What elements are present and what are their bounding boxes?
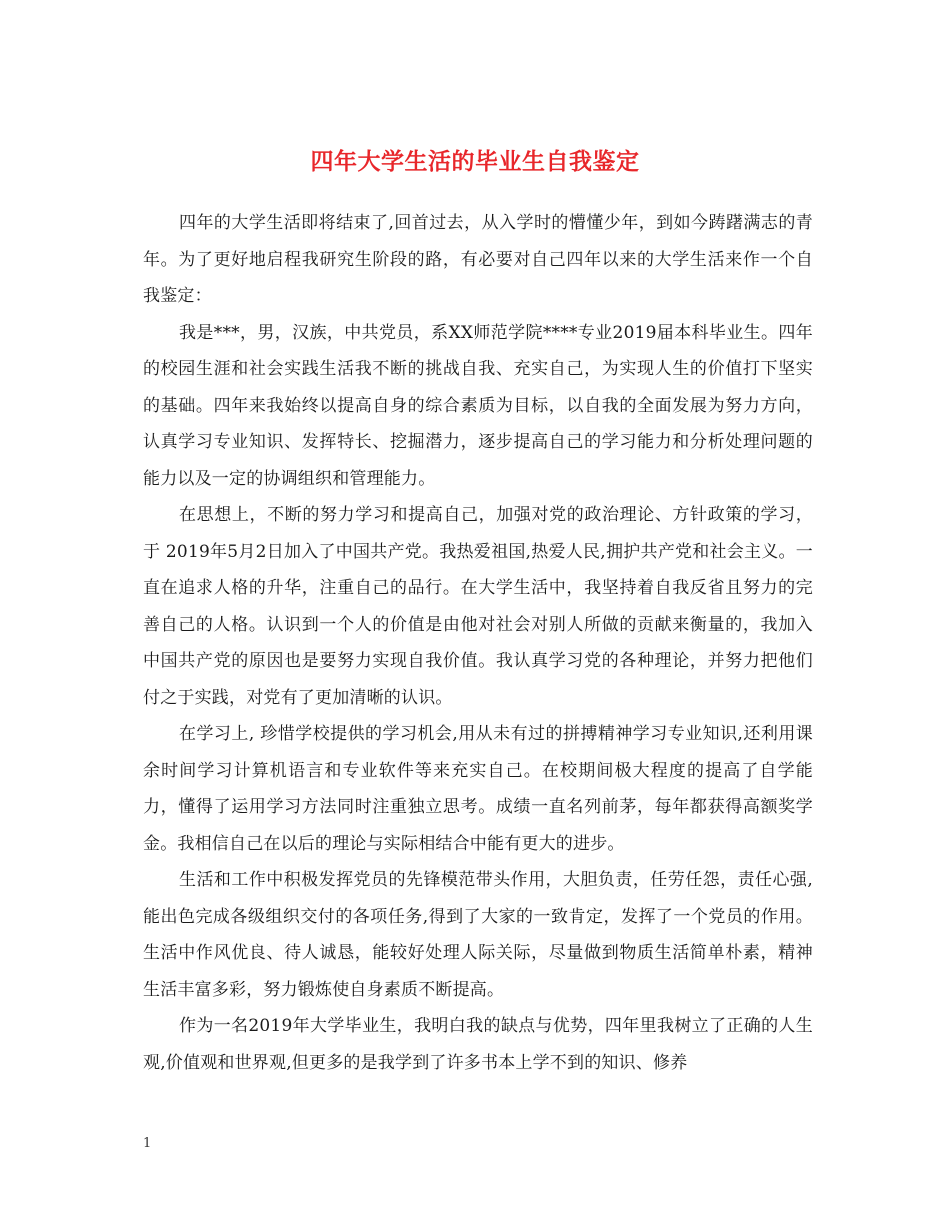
paragraph-graduate: 作为一名2019年大学毕业生，我明白我的缺点与优势，四年里我树立了正确的人生观,价值观和世界观,但更多的是我学到了许多书本上学不到的知识、修养 <box>143 1016 813 1073</box>
paragraph-intro: 四年的大学生活即将结束了,回首过去，从入学时的懵懂少年，到如今踌躇满志的青年。为了更好地启程我研究生阶段的路，有必要对自己四年以来的大学生活来作一个自我鉴定： <box>143 213 813 306</box>
paragraph-personal-info: 我是***，男，汉族，中共党员，系XX师范学院****专业2019届本科毕业生。四年的校园生涯和社会实践生活我不断的挑战自我、充实自己，为实现人生的价值打下坚实的基础。四年来我始终以提高自身的综合素质为目标，以自我的全面发展为努力方向，认真学习专业知识、发挥特长、挖掘潜力，逐步提高自己的学习能力和分析处理问题的能力以及一定的协调组织和管理能力。 <box>143 322 813 489</box>
paragraph-ideology: 在思想上，不断的努力学习和提高自己，加强对党的政治理论、方针政策的学习，于 2019年5月2日加入了中国共产党。我热爱祖国,热爱人民,拥护共产党和社会主义。一直在追求人格的升华，注重自己的品行。在大学生活中，我坚持着自我反省且努力的完善自己的人格。认识到一个人的价值是由他对社会对别人所做的贡献来衡量的，我加入中国共产党的原因也是要努力实现自我价值。我认真学习党的各种理论，并努力把他们付之于实践，对党有了更加清晰的认识。 <box>143 505 813 708</box>
page-number: 1 <box>143 1136 152 1151</box>
paragraph-life-work: 生活和工作中积极发挥党员的先锋模范带头作用，大胆负责，任劳任怨，责任心强,能出色完成各级组织交付的各项任务,得到了大家的一致肯定，发挥了一个党员的作用。生活中作风优良、待人诚恳，能较好处理人际关际，尽量做到物质生活简单朴素，精神生活丰富多彩，努力锻炼使自身素质不断提高。 <box>143 870 813 1000</box>
document-title: 四年大学生活的毕业生自我鉴定 <box>310 148 640 176</box>
paragraph-study: 在学习上, 珍惜学校提供的学习机会,用从未有过的拼搏精神学习专业知识,还利用课余时间学习计算机语言和专业软件等来充实自己。在校期间极大程度的提高了自学能力，懂得了运用学习方法同时注重独立思考。成绩一直名列前茅，每年都获得高额奖学金。我相信自己在以后的理论与实际相结合中能有更大的进步。 <box>143 724 813 854</box>
document-body <box>143 205 813 1081</box>
